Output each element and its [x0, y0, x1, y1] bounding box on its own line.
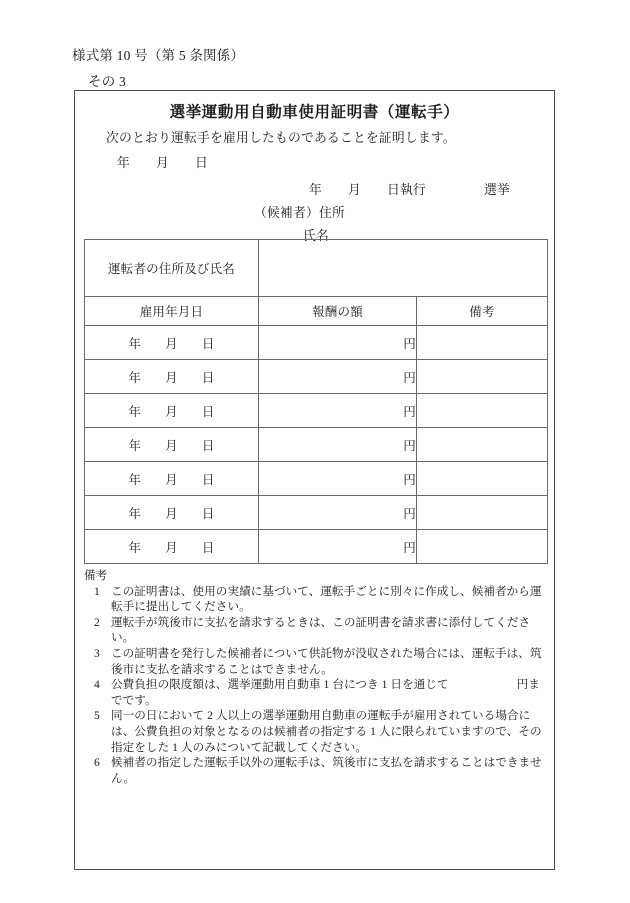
exec-election: 選挙 — [484, 183, 510, 197]
page-title: 選挙運動用自動車使用証明書（運転手） — [169, 104, 460, 121]
cell-employment-date[interactable] — [85, 326, 259, 360]
cell-amount[interactable] — [259, 326, 417, 360]
driver-address-value[interactable] — [259, 240, 548, 297]
date-month-unit: 月 — [165, 370, 178, 385]
note-item-1 — [84, 584, 547, 615]
issue-date-day: 日 — [195, 156, 208, 170]
note-number: 3 — [94, 646, 100, 660]
note-text-before-blank: 公費負担の限度額は、選挙運動用自動車 1 台につき 1 日を通じて — [111, 678, 449, 692]
form-number: 様式第 10 号（第 5 条関係） — [72, 48, 245, 63]
date-day-unit: 日 — [201, 370, 215, 385]
date-day-unit: 日 — [201, 540, 215, 555]
cell-amount[interactable] — [259, 462, 417, 496]
table-row — [85, 496, 548, 530]
note-item-3 — [84, 646, 547, 677]
exec-month: 月 — [348, 183, 361, 197]
date-month-unit: 月 — [165, 336, 178, 351]
cell-employment-date[interactable] — [85, 428, 259, 462]
cell-employment-date[interactable] — [85, 530, 259, 564]
note-item-4 — [84, 677, 547, 708]
header-employment-date: 雇用年月日 — [85, 297, 259, 326]
driver-usage-table — [84, 239, 548, 564]
currency-unit: 円 — [403, 540, 416, 555]
cell-employment-date[interactable] — [85, 394, 259, 428]
election-execution-line — [309, 179, 510, 198]
note-text: この証明書を発行した候補者について供託物が没収された場合には、運転手は、筑後市に支払を請求することはできません。 — [111, 646, 542, 676]
cell-remarks[interactable] — [417, 360, 548, 394]
table-row — [85, 326, 548, 360]
table-header-row — [85, 297, 548, 326]
table-row — [85, 394, 548, 428]
notes-section — [84, 568, 547, 786]
cell-amount[interactable] — [259, 530, 417, 564]
exec-year: 年 — [309, 183, 322, 197]
date-day-unit: 日 — [201, 438, 215, 453]
cell-employment-date[interactable] — [85, 496, 259, 530]
date-year-unit: 年 — [128, 370, 142, 385]
currency-unit: 円 — [403, 404, 416, 419]
note-number: 1 — [94, 584, 100, 598]
currency-unit: 円 — [403, 370, 416, 385]
note-item-6 — [84, 755, 547, 786]
candidate-name-line: 氏名 — [303, 229, 329, 243]
currency-unit: 円 — [403, 336, 416, 351]
certificate-outer-box — [74, 90, 555, 870]
issue-date-line — [117, 152, 208, 171]
currency-unit: 円 — [403, 472, 416, 487]
date-month-unit: 月 — [165, 472, 178, 487]
date-day-unit: 日 — [201, 506, 215, 521]
driver-address-label: 運転者の住所及び氏名 — [85, 240, 259, 297]
cell-employment-date[interactable] — [85, 360, 259, 394]
intro-text: 次のとおり運転手を雇用したものであることを証明します。 — [106, 131, 456, 145]
issue-date-month: 月 — [156, 156, 169, 170]
date-day-unit: 日 — [201, 472, 215, 487]
note-text: 運転手が筑後市に支払を請求するときは、この証明書を請求書に添付してください。 — [111, 615, 531, 645]
exec-day: 日執行 — [387, 183, 426, 197]
note-number: 5 — [94, 709, 100, 723]
cell-remarks[interactable] — [417, 462, 548, 496]
note-text: 同一の日において 2 人以上の選挙運動用自動車の運転手が雇用されている場合には、公費負担の対象となるのは候補者の指定する 1 人に限られていますので、その指定をした 1 人のみについて記載してください。 — [111, 709, 542, 754]
header-remarks: 備考 — [417, 297, 548, 326]
header-amount: 報酬の額 — [259, 297, 417, 326]
cell-remarks[interactable] — [417, 530, 548, 564]
note-number: 6 — [94, 756, 100, 770]
cell-remarks[interactable] — [417, 496, 548, 530]
issue-date-year: 年 — [117, 156, 130, 170]
table-row — [85, 530, 548, 564]
cell-remarks[interactable] — [417, 428, 548, 462]
currency-unit: 円 — [403, 438, 416, 453]
notes-label: 備考 — [84, 569, 108, 582]
cell-amount[interactable] — [259, 428, 417, 462]
form-sub-number: その 3 — [88, 74, 126, 89]
date-year-unit: 年 — [128, 336, 142, 351]
date-year-unit: 年 — [128, 404, 142, 419]
table-row — [85, 462, 548, 496]
table-row — [85, 360, 548, 394]
cell-remarks[interactable] — [417, 394, 548, 428]
note-item-5 — [84, 708, 547, 755]
candidate-address-line: （候補者）住所 — [254, 206, 345, 220]
date-year-unit: 年 — [128, 506, 142, 521]
date-day-unit: 日 — [201, 404, 215, 419]
date-day-unit: 日 — [201, 336, 215, 351]
date-month-unit: 月 — [165, 438, 178, 453]
note-text: 候補者の指定した運転手以外の運転手は、筑後市に支払を請求することはできません。 — [111, 756, 542, 785]
date-month-unit: 月 — [165, 506, 178, 521]
date-month-unit: 月 — [165, 404, 178, 419]
note-number: 4 — [94, 678, 100, 692]
date-year-unit: 年 — [128, 540, 142, 555]
cell-employment-date[interactable] — [85, 462, 259, 496]
note-text — [111, 677, 547, 708]
date-month-unit: 月 — [165, 540, 178, 555]
cell-remarks[interactable] — [417, 326, 548, 360]
note-item-2 — [84, 615, 547, 646]
note-number: 2 — [94, 615, 100, 629]
table-row-driver-address — [85, 240, 548, 297]
note-text-after-blank: 円までです。 — [111, 678, 540, 707]
cell-amount[interactable] — [259, 394, 417, 428]
table-row — [85, 428, 548, 462]
cell-amount[interactable] — [259, 496, 417, 530]
cell-amount[interactable] — [259, 360, 417, 394]
note-text: この証明書は、使用の実績に基づいて、運転手ごとに別々に作成し、候補者から運転手に提出してください。 — [111, 584, 542, 614]
date-year-unit: 年 — [128, 472, 142, 487]
currency-unit: 円 — [403, 506, 416, 521]
date-year-unit: 年 — [128, 438, 142, 453]
